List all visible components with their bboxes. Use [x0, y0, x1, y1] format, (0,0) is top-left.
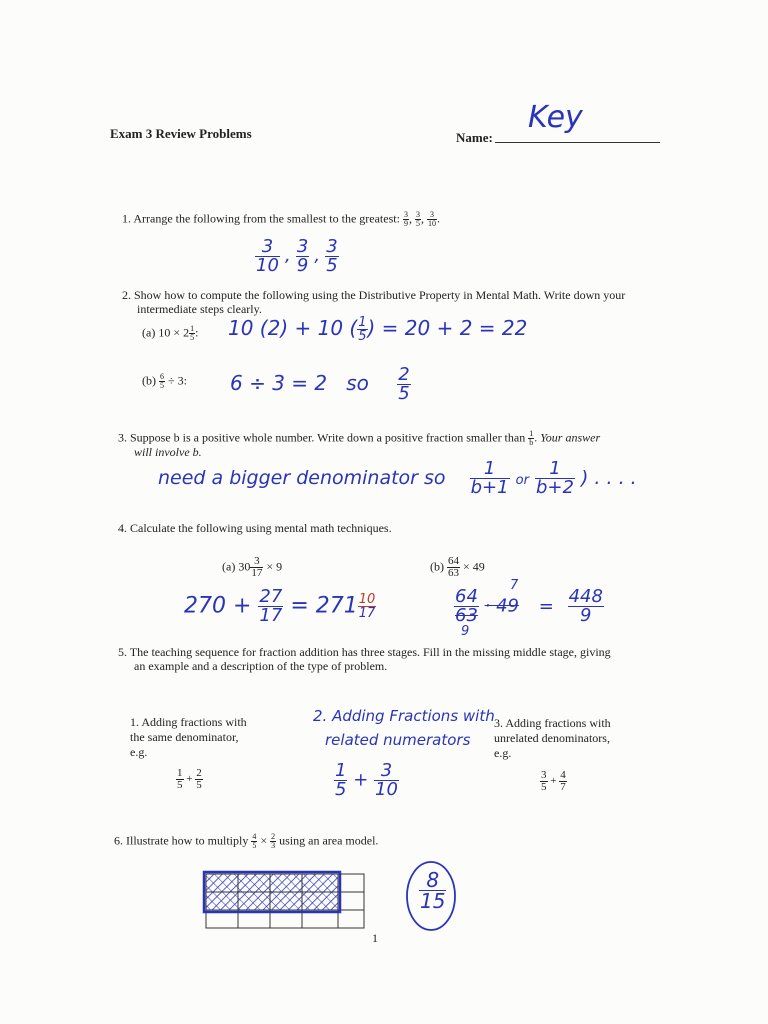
q4a-label	[222, 556, 282, 579]
q4-prompt: 4. Calculate the following using mental math techniques.	[118, 521, 392, 535]
q2-prompt-line2: intermediate steps clearly.	[137, 302, 262, 316]
q5-stage1-frac-2: $\frac{2}{5}$	[196, 767, 202, 791]
q1-frac-3: $\frac{3}{10}$	[427, 210, 436, 228]
q3-answer-tail: ) . . . .	[580, 467, 637, 489]
q5-prompt-line2: an example and a description of the type of problem.	[134, 659, 388, 673]
q6-prompt-text: 6. Illustrate how to multiply	[114, 833, 249, 848]
q5-stage2-plus: +	[353, 769, 369, 791]
q5-stage3-line1: 3. Adding fractions with	[494, 716, 611, 730]
q3-answer-frac-1: $\frac{1}{b+1}$	[470, 458, 509, 498]
q2b-frac: $\frac{6}{5}$	[160, 372, 164, 390]
q1-answer-frac-3: $\frac{3}{5}$	[326, 236, 338, 276]
q5-stage3-frac-1: $\frac{3}{5}$	[541, 769, 547, 793]
q6-answer	[419, 870, 446, 911]
q5-stage3-line2: unrelated denominators,	[494, 731, 610, 745]
q2b-label-text: (b)	[142, 373, 156, 388]
q4b-frac: $\frac{64}{63}$	[448, 555, 459, 579]
q2a-answer-part1: 10 (2) + 10 (	[228, 316, 358, 340]
q4b-answer-eq: =	[538, 595, 554, 617]
q6-prompt-times: ×	[260, 833, 268, 848]
q5-stage1-frac-1: $\frac{1}{5}$	[177, 767, 183, 791]
q5-stage2-line1: 2. Adding Fractions with	[313, 707, 495, 725]
q2a-frac: $\frac{1}{5}$	[190, 324, 195, 342]
q5-stage2	[313, 704, 495, 752]
q4b-nine: 9	[461, 624, 470, 639]
q5-stage3	[494, 716, 611, 761]
q4b-answer-frac-2: $\frac{448}{9}$	[568, 586, 603, 626]
q1-answer-frac-2: $\frac{3}{9}$	[296, 236, 309, 276]
name-value: Key	[528, 100, 583, 135]
page-title: Exam 3 Review Problems	[110, 126, 252, 141]
q6-area-model	[196, 866, 374, 934]
q2a-label: (a) 10 × 2 $\frac{1}{5}$ :	[142, 324, 199, 342]
q6-prompt-tail: using an area model.	[279, 833, 379, 848]
q5-stage1-plus: +	[186, 773, 193, 786]
q4b-answer	[454, 588, 604, 625]
q1-answer-frac-1: $\frac{3}{10}$	[256, 236, 279, 276]
q4a-answer-frac-2: $\frac{10}{17}$	[358, 592, 376, 621]
q5-stage1-example	[176, 768, 203, 791]
q5-stage1-line3: e.g.	[130, 745, 148, 759]
q4a-answer	[184, 588, 376, 625]
q1-frac-1: $\frac{3}{9}$	[403, 210, 408, 228]
q3-answer-or: or	[515, 473, 529, 488]
q4b-answer-frac-1: $\frac{64}{63}$	[455, 586, 478, 626]
q6-prompt-frac-1: $\frac{4}{5}$	[252, 832, 257, 850]
q3-prompt-text: 3. Suppose b is a positive whole number. Write down a positive fraction smaller than	[118, 430, 526, 445]
q3-prompt-line1: 3. Suppose b is a positive whole number. Write down a positive fraction smaller than $\frac{1}{b}$ . Your answer	[118, 429, 601, 447]
q5-stage2-example	[334, 762, 399, 799]
q5-stage3-plus: +	[550, 775, 557, 788]
q5-stage2-frac-1: $\frac{1}{5}$	[335, 760, 347, 800]
q1-prompt: 1. Arrange the following from the smallest to the greatest: $\frac{3}{9}$ , $\frac{3}{5}$ , $\frac{3}{10}$ .	[122, 210, 440, 228]
q3-prompt-emphasis: Your answer	[540, 430, 601, 445]
q5-stage1-line2: the same denominator,	[130, 730, 239, 744]
q2-prompt-line1: 2. Show how to compute the following using the Distributive Property in Mental Math. Write down your	[122, 288, 626, 302]
q5-stage2-line2: related numerators	[325, 731, 471, 749]
q4b-seven: 7	[510, 578, 519, 593]
q5-prompt-line1: 5. The teaching sequence for fraction addition has three stages. Fill in the missing middle stage, giving	[118, 645, 611, 659]
q2a-answer-frac: $\frac{1}{5}$	[358, 315, 367, 344]
q2b-label	[142, 373, 187, 390]
q2a-answer-part2: ) = 20 + 2 = 22	[367, 316, 528, 340]
q4b-tail: × 49	[463, 559, 485, 574]
q4b-answer-mid: · 49	[484, 595, 519, 617]
q5-stage1	[130, 715, 247, 760]
q4a-frac: $\frac{3}{17}$	[251, 555, 263, 579]
q2b-answer	[230, 366, 411, 403]
q6-prompt-frac-2: $\frac{2}{3}$	[271, 832, 276, 850]
q4a-label-text: (a) 30	[222, 559, 251, 574]
q4a-answer-frac-1: $\frac{27}{17}$	[259, 586, 283, 626]
q4a-answer-part1: 270 +	[184, 593, 252, 619]
q3-prompt-frac: $\frac{1}{b}$	[529, 429, 534, 447]
q5-stage3-frac-2: $\frac{4}{7}$	[560, 769, 566, 793]
q5-stage3-example	[540, 770, 567, 793]
q6-prompt	[114, 833, 378, 850]
q2b-tail: ÷ 3:	[168, 373, 187, 388]
q2b-answer-frac: $\frac{2}{5}$	[398, 364, 410, 404]
q2a-answer	[228, 316, 527, 343]
q6-answer-frac: $\frac{8}{15}$	[420, 868, 446, 913]
name-label: Name:	[456, 130, 493, 145]
q1-frac-2: $\frac{3}{5}$	[415, 210, 420, 228]
q4a-tail: × 9	[266, 559, 283, 574]
q3-answer-text: need a bigger denominator so	[158, 467, 446, 489]
q4b-label	[430, 556, 485, 579]
q5-stage3-line3: e.g.	[494, 746, 512, 760]
q3-answer	[158, 460, 637, 497]
q1-prompt-text: 1. Arrange the following from the smallest to the greatest:	[122, 211, 400, 226]
q5-stage1-line1: 1. Adding fractions with	[130, 715, 247, 729]
q4b-label-text: (b)	[430, 559, 444, 574]
q2a-label-text: (a) 10 × 2	[142, 325, 190, 340]
q1-answer: $\frac{3}{10}$ , $\frac{3}{9}$ , $\frac{3}{5}$	[256, 236, 338, 276]
page-number: 1	[372, 931, 378, 945]
q5-stage2-frac-2: $\frac{3}{10}$	[375, 760, 398, 800]
q3-answer-frac-2: $\frac{1}{b+2}$	[535, 458, 574, 498]
q2b-answer-text: 6 ÷ 3 = 2 so	[230, 371, 369, 395]
q4a-answer-part2: = 271	[290, 593, 358, 619]
q3-prompt-line2: will involve b.	[134, 445, 202, 459]
